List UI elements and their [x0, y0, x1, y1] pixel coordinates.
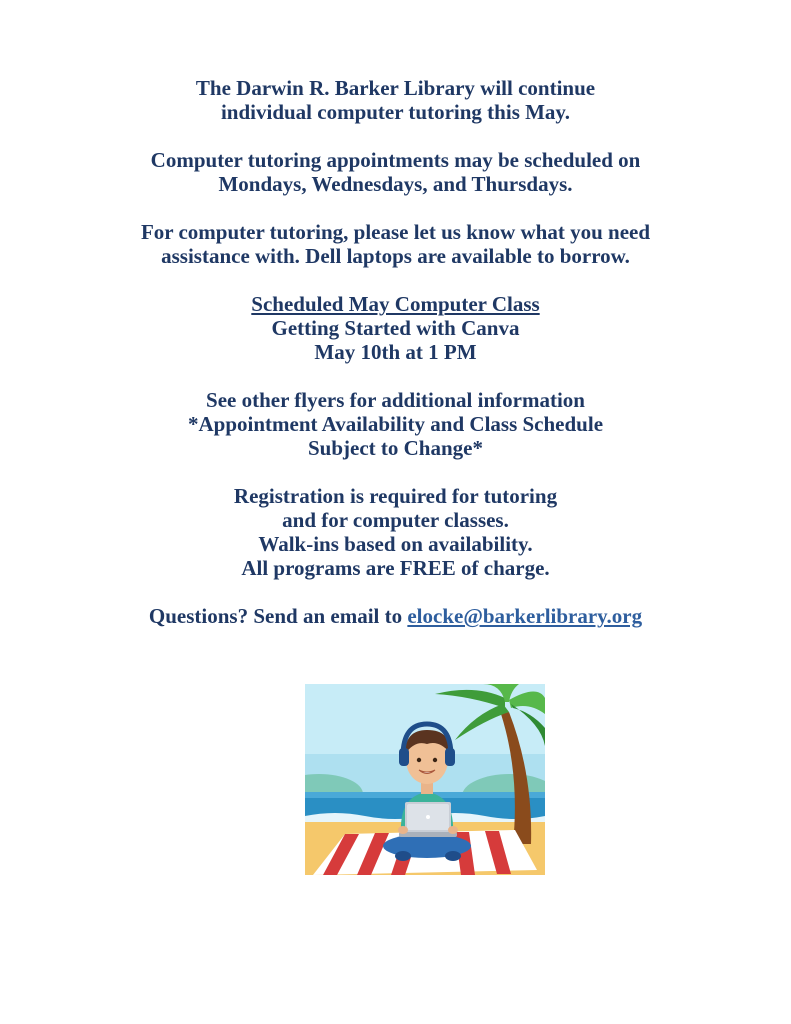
class-title: Getting Started with Canva: [271, 316, 520, 340]
notes-line-1: See other flyers for additional information: [206, 388, 585, 412]
notes-line-3: Subject to Change*: [307, 436, 483, 460]
notes-paragraph: [0, 388, 791, 460]
needs-paragraph: [0, 220, 791, 268]
needs-line-2: assistance with. Dell laptops are available to borrow.: [161, 244, 630, 268]
registration-line-1: Registration is required for tutoring: [233, 484, 558, 508]
days-line-1: Computer tutoring appointments may be scheduled on: [150, 148, 641, 172]
needs-line-1: For computer tutoring, please let us know what you need: [140, 220, 651, 244]
registration-paragraph: [0, 484, 791, 580]
email-link[interactable]: elocke@barkerlibrary.org: [407, 604, 643, 628]
registration-line-3: Walk-ins based on availability.: [258, 532, 533, 556]
registration-line-4: All programs are FREE of charge.: [241, 556, 550, 580]
class-when: May 10th at 1 PM: [314, 340, 477, 364]
contact-prefix: Questions? Send an email to: [148, 604, 408, 628]
intro-line-1: The Darwin R. Barker Library will continue: [195, 76, 596, 100]
flyer-text: [0, 76, 791, 652]
beach-laptop-illustration: [305, 684, 545, 875]
days-line-2: Mondays, Wednesdays, and Thursdays.: [218, 172, 573, 196]
class-paragraph: [0, 292, 791, 364]
registration-line-2: and for computer classes.: [282, 508, 509, 532]
contact-paragraph: [0, 604, 791, 628]
class-heading: Scheduled May Computer Class: [251, 292, 540, 316]
intro-line-2: individual computer tutoring this May.: [220, 100, 571, 124]
intro-paragraph: [0, 76, 791, 124]
notes-line-2: *Appointment Availability and Class Schedule: [187, 412, 604, 436]
days-paragraph: [0, 148, 791, 196]
